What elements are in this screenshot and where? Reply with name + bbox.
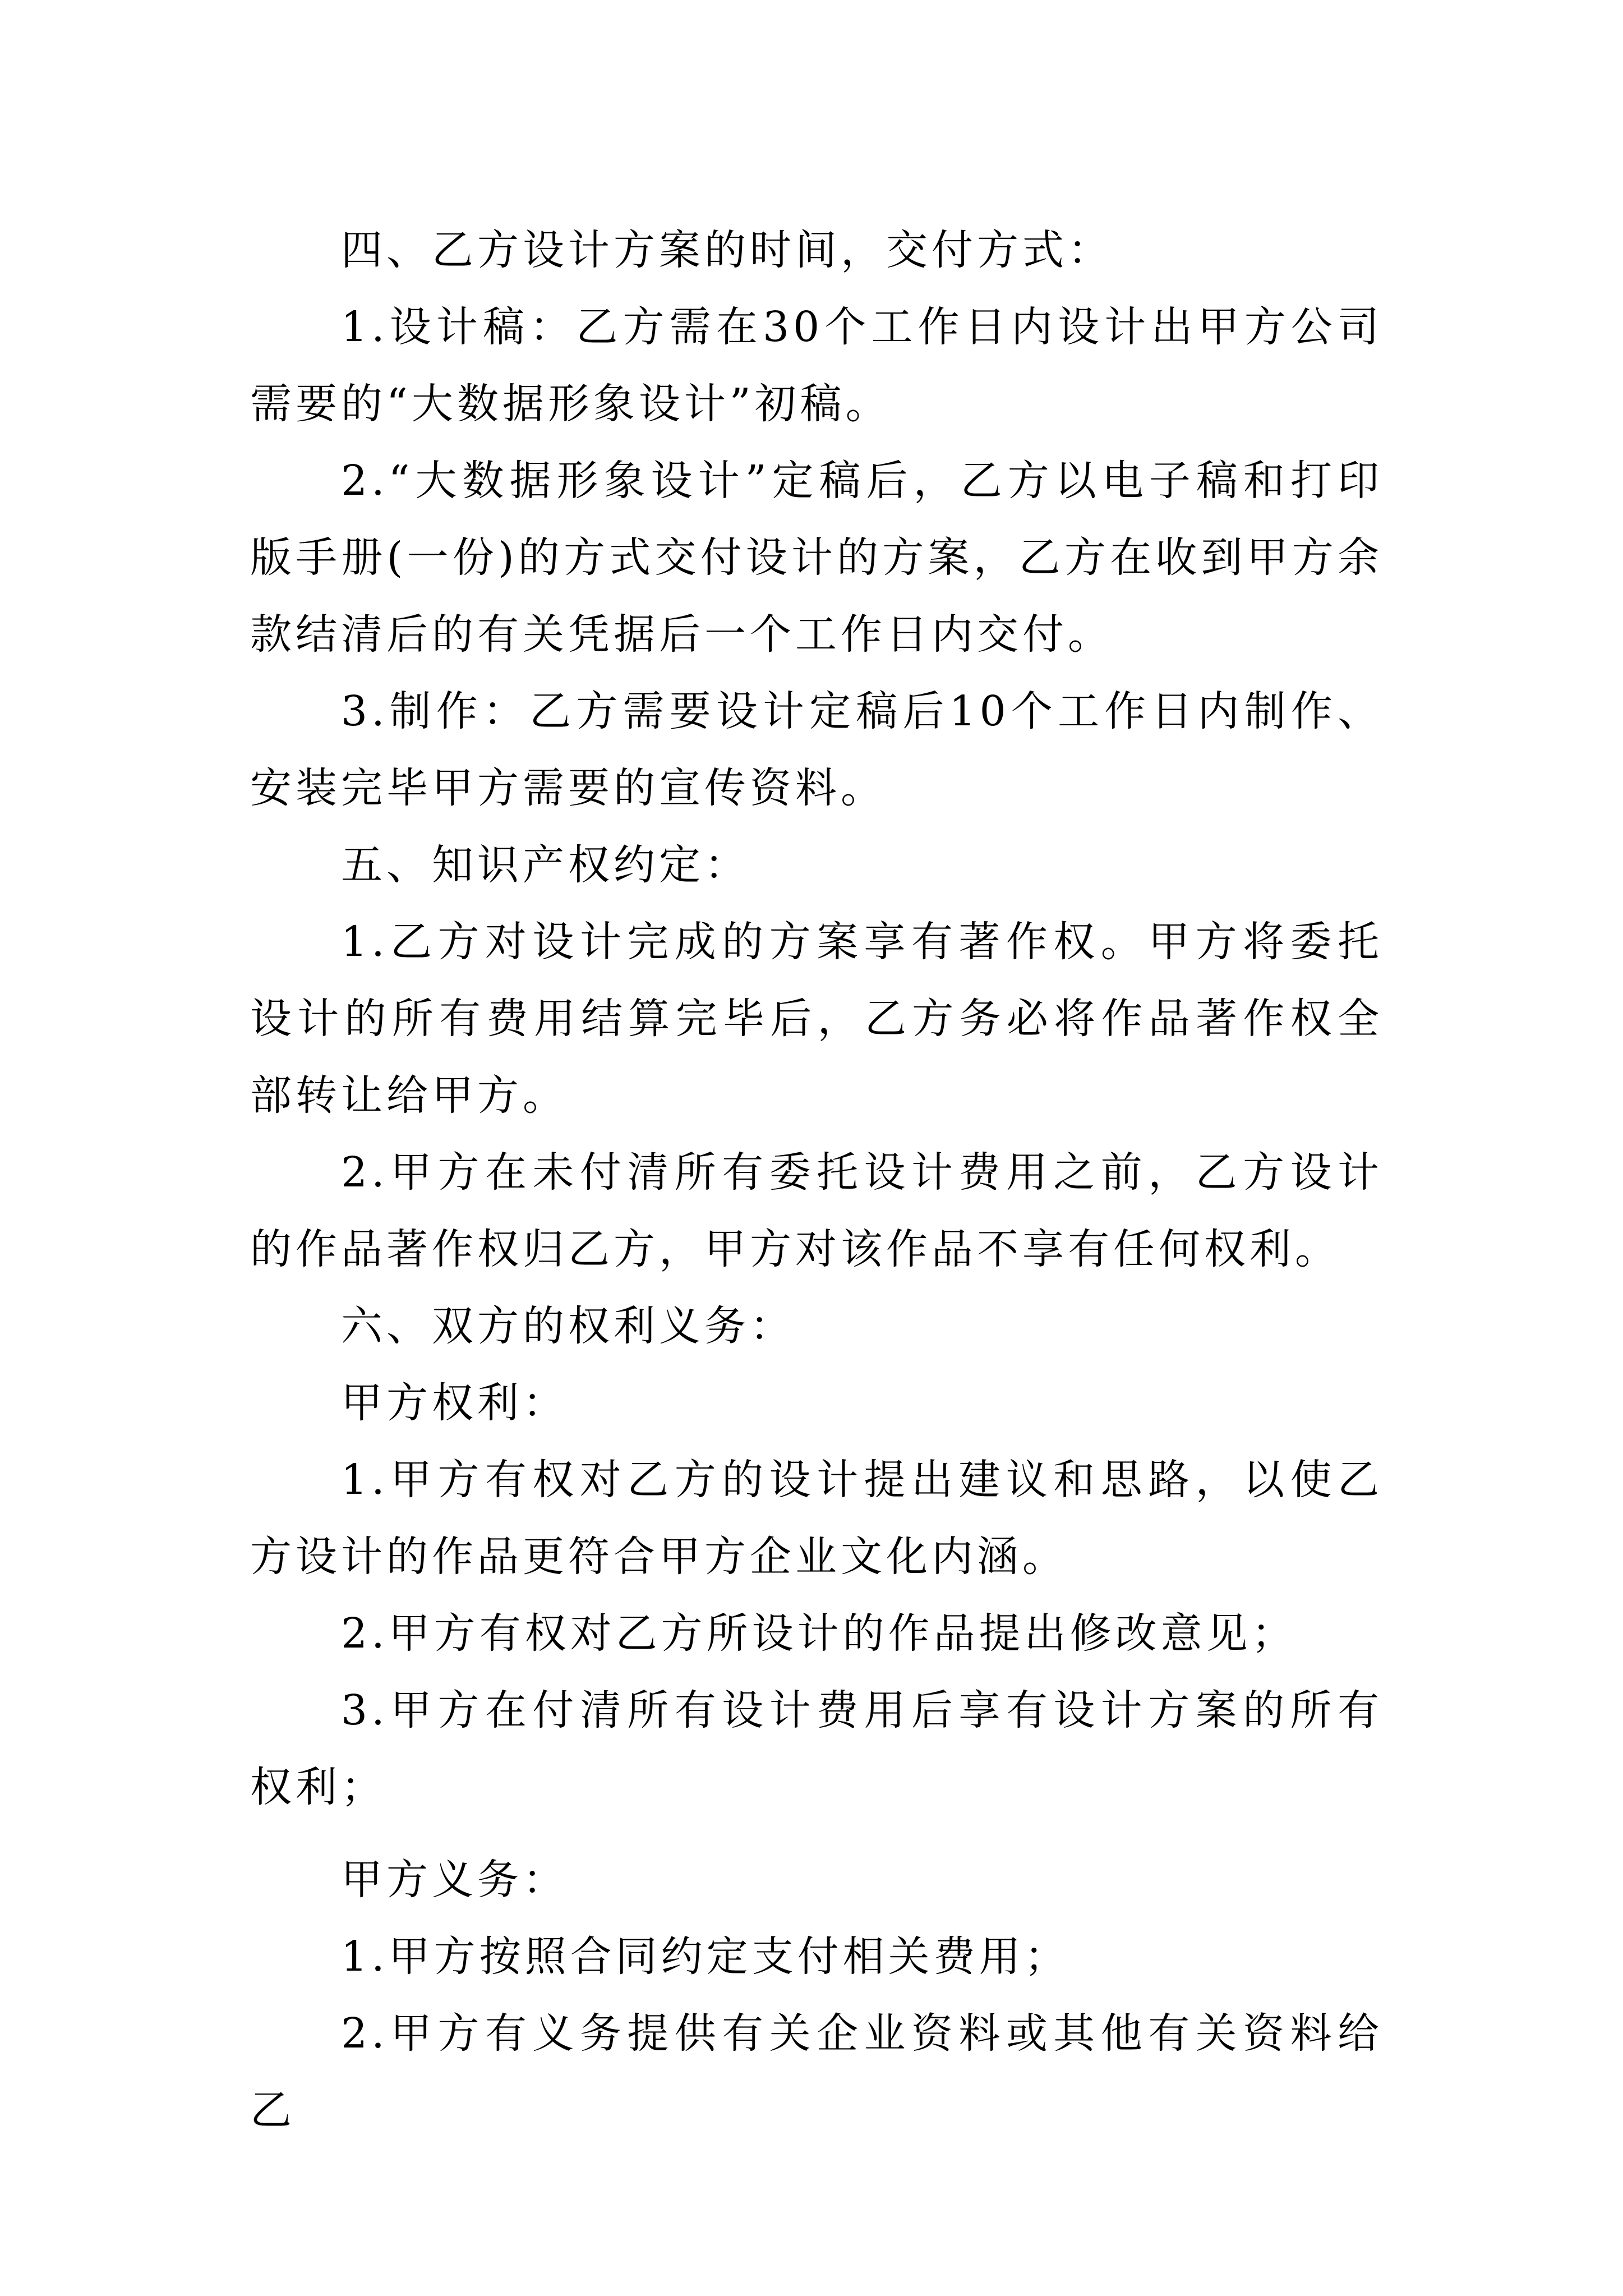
clause-5-1: 1.乙方对设计完成的方案享有著作权。甲方将委托设计的所有费用结算完毕后，乙方务必将作品著作权全部转让给甲方。	[250, 918, 1383, 1120]
party-a-right-3: 3.甲方在付清所有设计费用后享有设计方案的所有权利；	[250, 1686, 1383, 1811]
party-a-duties-heading: 甲方义务：	[341, 1856, 568, 1904]
party-a-duty-1: 1.甲方按照合同约定支付相关费用；	[341, 1932, 1070, 1981]
party-a-duty-2: 2.甲方有义务提供有关企业资料或其他有关资料给乙	[250, 2009, 1383, 2134]
clause-4-3: 3.制作：乙方需要设计定稿后10个工作日内制作、安装完毕甲方需要的宣传资料。	[250, 687, 1383, 812]
party-a-rights-heading: 甲方权利：	[341, 1379, 568, 1427]
section-heading-5: 五、知识产权约定：	[341, 841, 750, 889]
party-a-right-1: 1.甲方有权对乙方的设计提出建议和思路，以使乙方设计的作品更符合甲方企业文化内涵。	[250, 1456, 1383, 1581]
clause-5-2: 2.甲方在未付清所有委托设计费用之前，乙方设计的作品著作权归乙方，甲方对该作品不享有任何权利。	[250, 1148, 1383, 1273]
party-a-right-2: 2.甲方有权对乙方所设计的作品提出修改意见；	[341, 1609, 1297, 1658]
clause-4-2: 2.“大数据形象设计”定稿后，乙方以电子稿和打印版手册(一份)的方式交付设计的方案，乙方在收到甲方余款结清后的有关凭据后一个工作日内交付。	[250, 457, 1383, 659]
section-heading-6: 六、双方的权利义务：	[341, 1302, 795, 1350]
section-heading-4: 四、乙方设计方案的时间，交付方式：	[341, 226, 1113, 274]
clause-4-1: 1.设计稿：乙方需在30个工作日内设计出甲方公司需要的“大数据形象设计”初稿。	[250, 303, 1383, 428]
document-body	[250, 212, 1383, 2149]
